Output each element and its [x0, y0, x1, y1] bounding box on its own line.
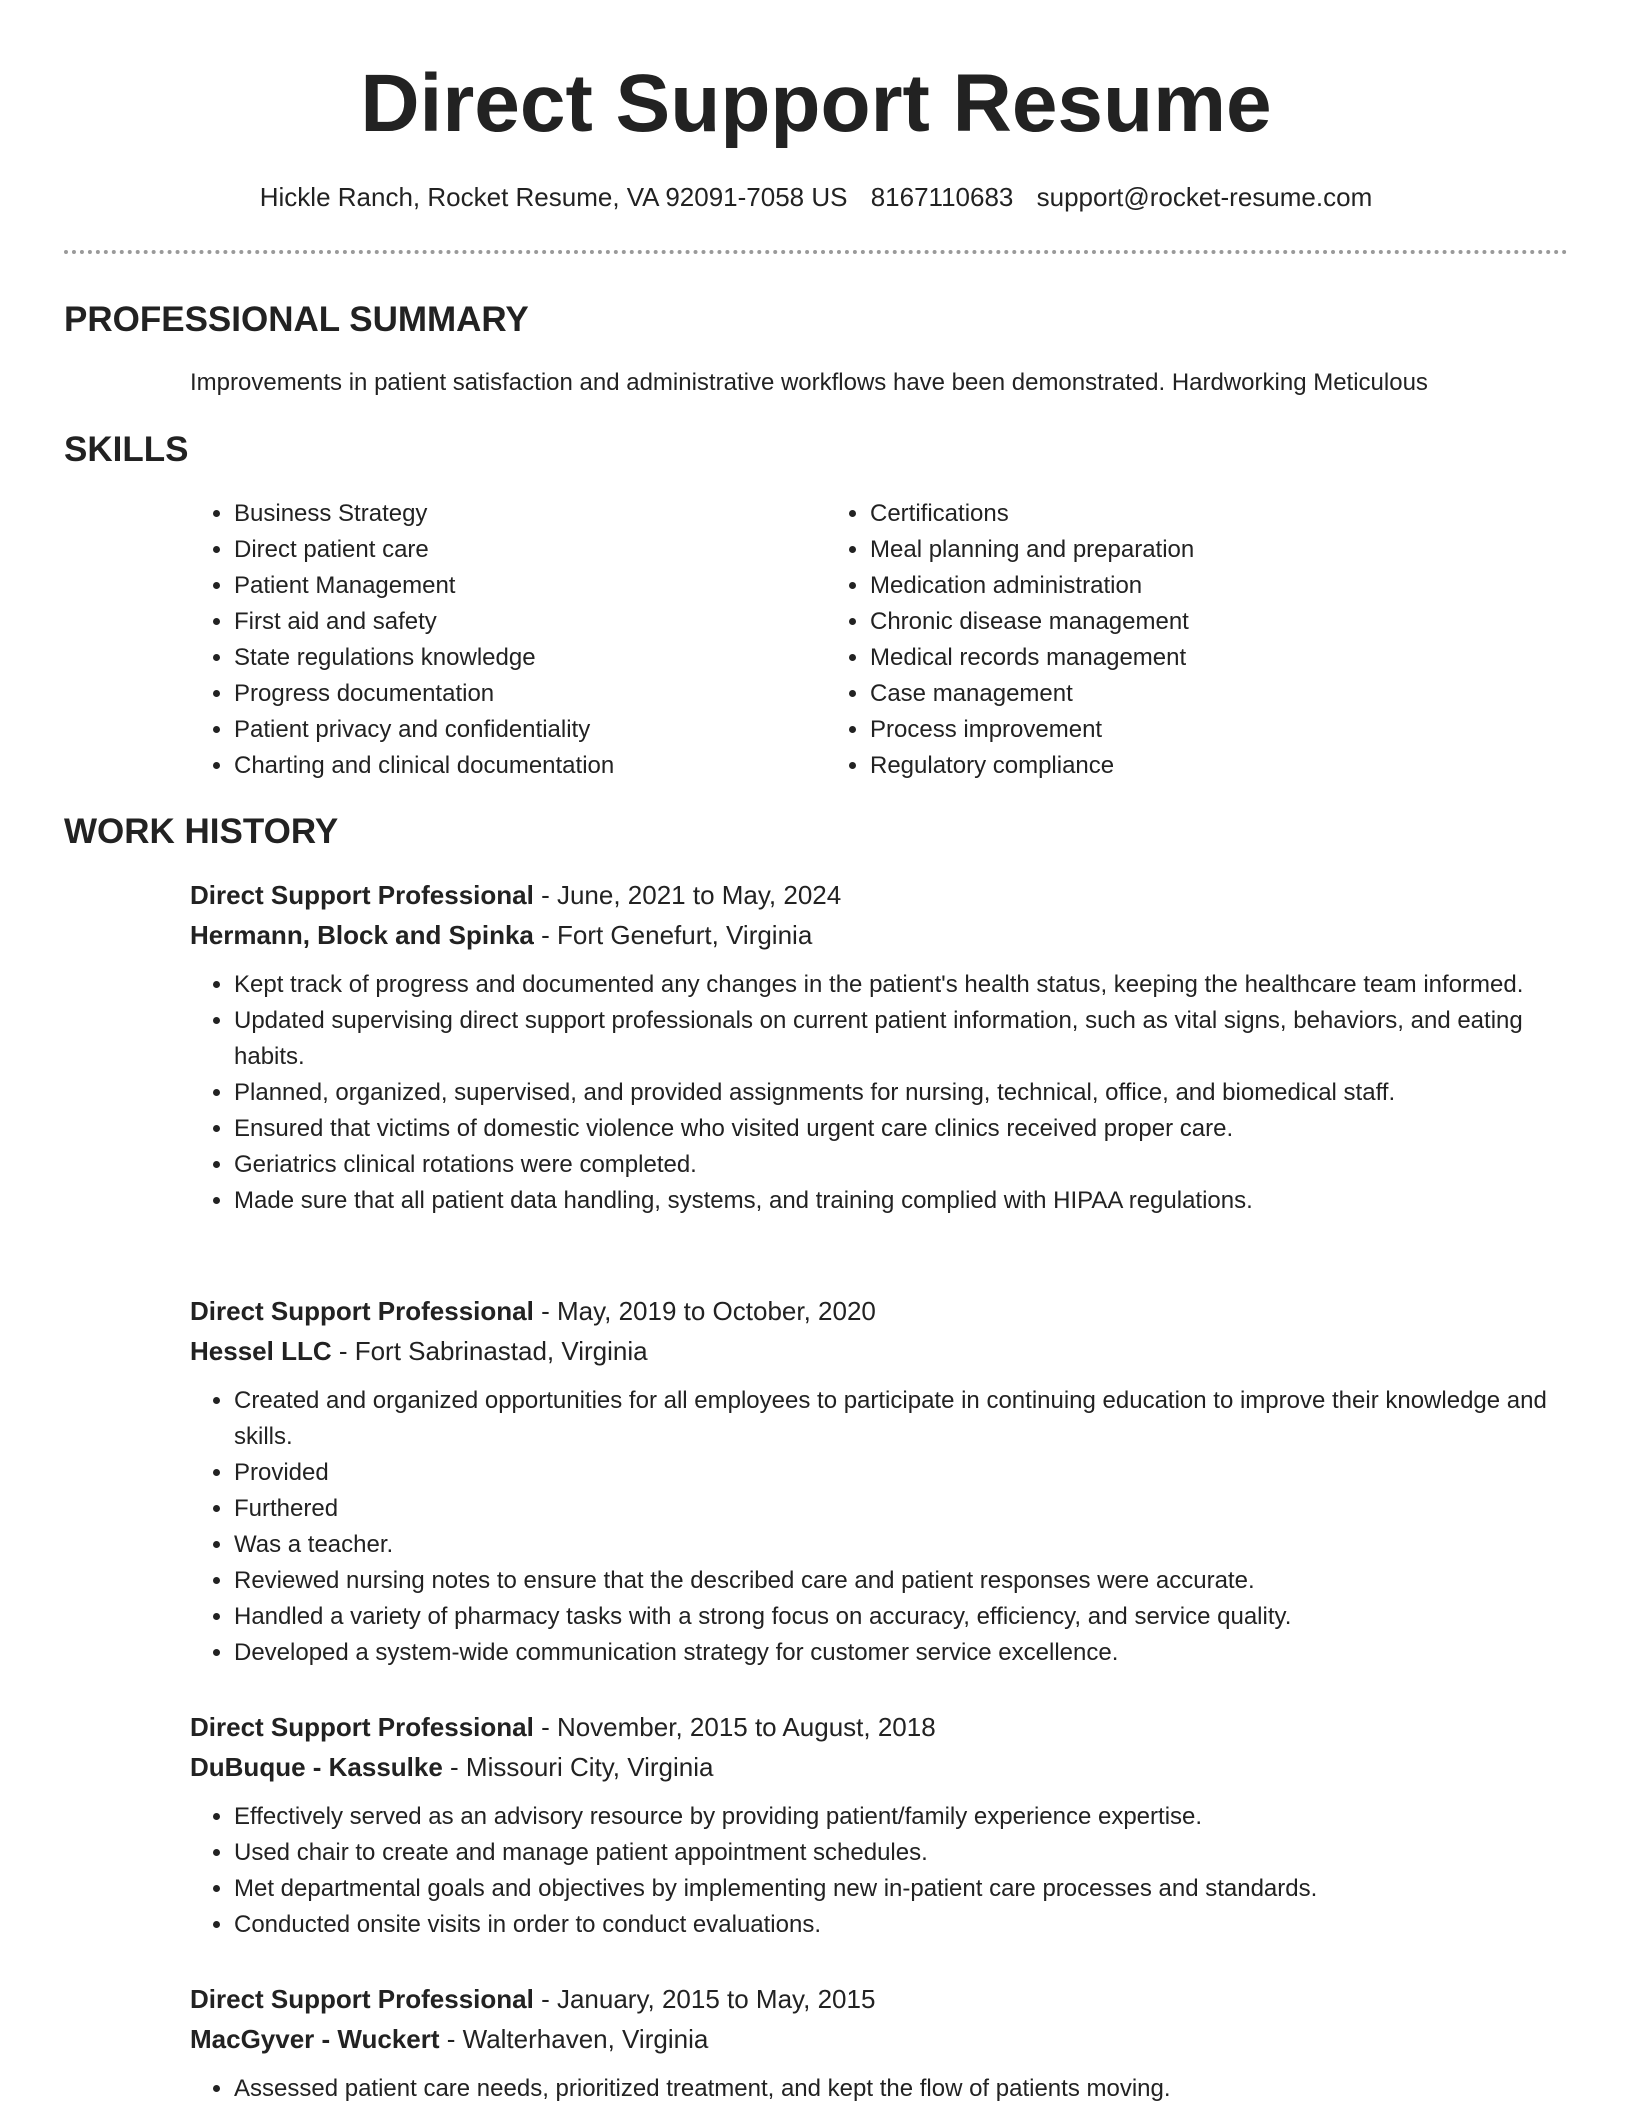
job-company-line	[190, 1747, 1570, 1787]
job-bullet: • Planned, organized, supervised, and provided assignments for nursing, technical, office, and biomedical staff.	[234, 1075, 1570, 1111]
job-bullet: • Developed a system-wide communication strategy for customer service excellence.	[234, 1635, 1570, 1671]
job-bullets	[190, 967, 1570, 1219]
skill-item: • Certifications	[870, 496, 1194, 532]
job-location: - Walterhaven, Virginia	[439, 2024, 709, 2054]
job-title: Direct Support Professional	[190, 1296, 534, 1326]
skill-item: • Patient privacy and confidentiality	[234, 712, 826, 748]
job-dates: - January, 2015 to May, 2015	[533, 1984, 876, 2014]
summary-text: Improvements in patient satisfaction and administrative workflows have been demonstrated. Hardworking Meticulous	[190, 369, 1428, 396]
resume-title: Direct Support Resume	[360, 58, 1272, 149]
job-bullet: • Handled a variety of pharmacy tasks with a strong focus on accuracy, efficiency, and service quality.	[234, 1599, 1570, 1635]
skill-item: • Business Strategy	[234, 496, 826, 532]
job-location: - Fort Genefurt, Virginia	[533, 920, 813, 950]
skill-item: • Case management	[870, 676, 1194, 712]
job-entry	[190, 1291, 1570, 1671]
contact-line	[0, 180, 1632, 214]
job-bullet: • Conducted onsite visits in order to conduct evaluations.	[234, 1907, 1570, 1943]
skill-item: • Patient Management	[234, 568, 826, 604]
job-bullet: • Effectively served as an advisory resource by providing patient/family experience expertise.	[234, 1799, 1570, 1835]
job-bullets	[190, 1799, 1570, 1943]
job-bullet: • Created and organized opportunities for all employees to participate in continuing education to improve their knowledge and skills.	[234, 1383, 1570, 1455]
skills-column-right	[826, 496, 1194, 784]
job-bullet: • Furthered	[234, 1491, 1570, 1527]
job-bullet: • Updated supervising direct support professionals on current patient information, such as vital signs, behaviors, and eating habits.	[234, 1003, 1570, 1075]
job-entry	[190, 875, 1570, 1219]
job-bullets	[190, 2071, 1570, 2107]
job-bullet: • Kept track of progress and documented any changes in the patient's health status, keeping the healthcare team informed.	[234, 967, 1570, 1003]
skills-heading: SKILLS	[64, 430, 189, 469]
job-bullet: • Used chair to create and manage patient appointment schedules.	[234, 1835, 1570, 1871]
job-bullets	[190, 1383, 1570, 1671]
skill-item: • Direct patient care	[234, 532, 826, 568]
skills-column-left	[190, 496, 826, 784]
job-title: Direct Support Professional	[190, 880, 534, 910]
job-bullet: • Met departmental goals and objectives by implementing new in-patient care processes and standards.	[234, 1871, 1570, 1907]
job-entry	[190, 1707, 1570, 1943]
skill-item: • Charting and clinical documentation	[234, 748, 826, 784]
header-divider	[64, 250, 1568, 254]
skill-item: • Medical records management	[870, 640, 1194, 676]
job-dates: - May, 2019 to October, 2020	[533, 1296, 876, 1326]
skill-item: • Regulatory compliance	[870, 748, 1194, 784]
job-bullet: • Provided	[234, 1455, 1570, 1491]
job-bullet: • Assessed patient care needs, prioritized treatment, and kept the flow of patients moving.	[234, 2071, 1570, 2107]
job-bullet: • Geriatrics clinical rotations were completed.	[234, 1147, 1570, 1183]
job-bullet: • Was a teacher.	[234, 1527, 1570, 1563]
job-company: Hermann, Block and Spinka	[190, 920, 534, 950]
contact-address: Hickle Ranch, Rocket Resume, VA 92091-7058 US	[259, 182, 848, 212]
skills-list	[190, 496, 1570, 784]
job-title-line	[190, 1979, 1570, 2019]
skill-item: • State regulations knowledge	[234, 640, 826, 676]
job-entry	[190, 1979, 1570, 2107]
job-company: Hessel LLC	[190, 1336, 332, 1366]
work-history-heading: WORK HISTORY	[64, 812, 339, 851]
job-dates: - November, 2015 to August, 2018	[533, 1712, 936, 1742]
job-title-line	[190, 1707, 1570, 1747]
job-company-line	[190, 915, 1570, 955]
job-company: MacGyver - Wuckert	[190, 2024, 440, 2054]
job-bullet: • Made sure that all patient data handling, systems, and training complied with HIPAA regulations.	[234, 1183, 1570, 1219]
job-title-line	[190, 1291, 1570, 1331]
job-bullet: • Reviewed nursing notes to ensure that the described care and patient responses were accurate.	[234, 1563, 1570, 1599]
job-title: Direct Support Professional	[190, 1984, 534, 2014]
skill-item: • Chronic disease management	[870, 604, 1194, 640]
skill-item: • Medication administration	[870, 568, 1194, 604]
skill-item: • Meal planning and preparation	[870, 532, 1194, 568]
job-company: DuBuque - Kassulke	[190, 1752, 443, 1782]
skill-item: • First aid and safety	[234, 604, 826, 640]
job-dates: - June, 2021 to May, 2024	[533, 880, 842, 910]
job-bullet: • Ensured that victims of domestic violence who visited urgent care clinics received proper care.	[234, 1111, 1570, 1147]
contact-phone: 8167110683	[870, 182, 1014, 212]
job-location: - Missouri City, Virginia	[442, 1752, 714, 1782]
job-title-line	[190, 875, 1570, 915]
job-title: Direct Support Professional	[190, 1712, 534, 1742]
summary-heading: PROFESSIONAL SUMMARY	[64, 300, 529, 339]
job-company-line	[190, 1331, 1570, 1371]
contact-email: support@rocket-resume.com	[1036, 182, 1373, 212]
skill-item: • Progress documentation	[234, 676, 826, 712]
job-company-line	[190, 2019, 1570, 2059]
job-location: - Fort Sabrinastad, Virginia	[331, 1336, 648, 1366]
skill-item: • Process improvement	[870, 712, 1194, 748]
